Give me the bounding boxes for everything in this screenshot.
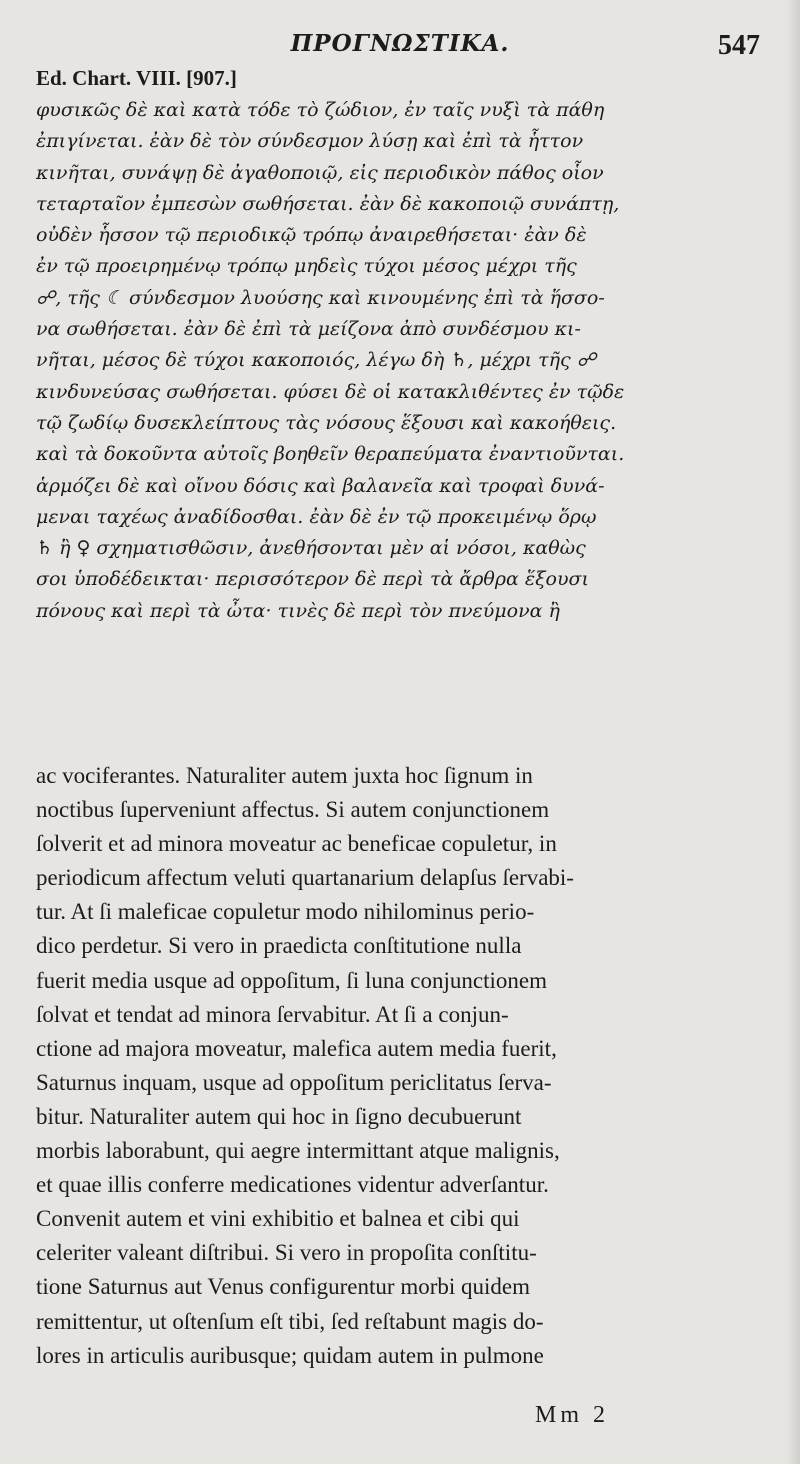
page-number: 547 [718, 30, 760, 61]
edition-reference: Ed. Chart. VIII. [907.] [36, 66, 237, 90]
greek-text-block [36, 95, 766, 627]
greek-text-line: τεταρταῖον ἐμπεσὼν σωθήσεται. ἐὰν δὲ κακοποιῷ συνάπτῃ, [36, 192, 620, 215]
latin-text-line: noctibus ſuperveniunt affectus. Si autem conjunctionem [36, 797, 550, 823]
latin-text-line: ctione ad majora moveatur, malefica autem media fuerit, [36, 1035, 557, 1061]
greek-text-line: καὶ τὰ δοκοῦντα αὐτοῖς βοηθεῖν θεραπεύματα ἐναντιοῦνται. [36, 443, 625, 466]
latin-text-line: ſolvat et tendat ad minora ſervabitur. At ſi a conjun- [36, 1001, 509, 1027]
running-title: ΠΡΟΓΝΩΣΤΙΚΑ. [290, 30, 510, 57]
greek-text-line: κινῆται, συνάψῃ δὲ ἀγαθοποιῷ, εἰς περιοδικὸν πάθος οἷον [36, 161, 604, 184]
greek-text-line: νῆται, μέσος δὲ τύχοι κακοποιός, λέγω δὴ ♄, μέχρι τῆς ☍ [36, 349, 596, 372]
latin-text-line: celeriter valeant diſtribui. Si vero in propoſita conſtitu- [36, 1240, 537, 1266]
latin-text-line: dico perdetur. Si vero in praedicta conſtitutione nulla [36, 933, 522, 959]
greek-text-line: ☍, τῆς ☾ σύνδεσμον λυούσης καὶ κινουμένης ἐπὶ τὰ ἥσσο- [36, 286, 605, 309]
greek-text-line: τῷ ζωδίῳ δυσεκλείπτους τὰς νόσους ἕξουσι καὶ κακοήθεις. [36, 411, 617, 434]
greek-text-line: πόνους καὶ περὶ τὰ ὦτα· τινὲς δὲ περὶ τὸν πνεύμονα ἢ [36, 599, 560, 622]
greek-text-line: μεναι ταχέως ἀναδίδοσθαι. ἐὰν δὲ ἐν τῷ προκειμένῳ ὅρῳ [36, 505, 597, 528]
latin-text-line: Saturnus inquam, usque ad oppoſitum periclitatus ſerva- [36, 1069, 552, 1095]
latin-text-line: tione Saturnus aut Venus configurentur morbi quidem [36, 1274, 530, 1300]
latin-text-line: lores in articulis auribusque; quidam autem in pulmone [36, 1342, 544, 1368]
latin-text-line: fuerit media usque ad oppoſitum, ſi luna conjunctionem [36, 967, 547, 993]
greek-text-line: ἁρμόζει δὲ καὶ οἴνου δόσις καὶ βαλανεῖα καὶ τροφαὶ δυνά- [36, 474, 605, 497]
greek-text-line: ἐν τῷ προειρημένῳ τρόπῳ μηδεὶς τύχοι μέσος μέχρι τῆς [36, 255, 577, 278]
greek-text-line: σοι ὑποδέδεικται· περισσότερον δὲ περὶ τὰ ἄρθρα ἕξουσι [36, 568, 589, 591]
greek-text-line: να σωθήσεται. ἐὰν δὲ ἐπὶ τὰ μείζονα ἀπὸ συνδέσμου κι- [36, 318, 581, 341]
page-fold-shadow [786, 0, 800, 1464]
latin-text-line: ſolverit et ad minora moveatur ac beneficae copuletur, in [36, 831, 557, 857]
latin-text-line: ac vociferantes. Naturaliter autem juxta hoc ſignum in [36, 763, 533, 788]
greek-text-line: φυσικῶς δὲ καὶ κατὰ τόδε τὸ ζώδιον, ἐν ταῖς νυξὶ τὰ πάθη [36, 99, 605, 121]
greek-text-line: ♄ ἢ ♀ σχηματισθῶσιν, ἀνεθήσονται μὲν αἱ νόσοι, καθὼς [36, 537, 586, 560]
latin-text-line: tur. At ſi maleficae copuletur modo nihilominus perio- [36, 899, 535, 925]
latin-text-line: periodicum affectum veluti quartanarium delapſus ſervabi- [36, 865, 574, 891]
latin-text-line: et quae illis conferre medicationes videntur adverſantur. [36, 1172, 549, 1198]
latin-text-line: Convenit autem et vini exhibitio et balnea et cibi qui [36, 1206, 520, 1232]
latin-text-line: morbis laborabunt, qui aegre intermittant atque malignis, [36, 1138, 560, 1164]
greek-text-line: οὐδὲν ἧσσον τῷ περιοδικῷ τρόπῳ ἀναιρεθήσεται· ἐὰν δὲ [36, 224, 587, 247]
latin-text-line: bitur. Naturaliter autem qui hoc in ſigno decubuerunt [36, 1103, 522, 1129]
latin-text-line: remittentur, ut oſtenſum eſt tibi, ſed reſtabunt magis do- [36, 1308, 544, 1334]
printer-signature: Mm 2 [535, 1402, 610, 1428]
greek-text-line: κινδυνεύσας σωθήσεται. φύσει δὲ οἱ κατακλιθέντες ἐν τῷδε [36, 380, 625, 403]
greek-text-line: ἐπιγίνεται. ἐὰν δὲ τὸν σύνδεσμον λύσῃ καὶ ἐπὶ τὰ ἧττον [36, 130, 584, 153]
latin-text-block [36, 759, 766, 1373]
